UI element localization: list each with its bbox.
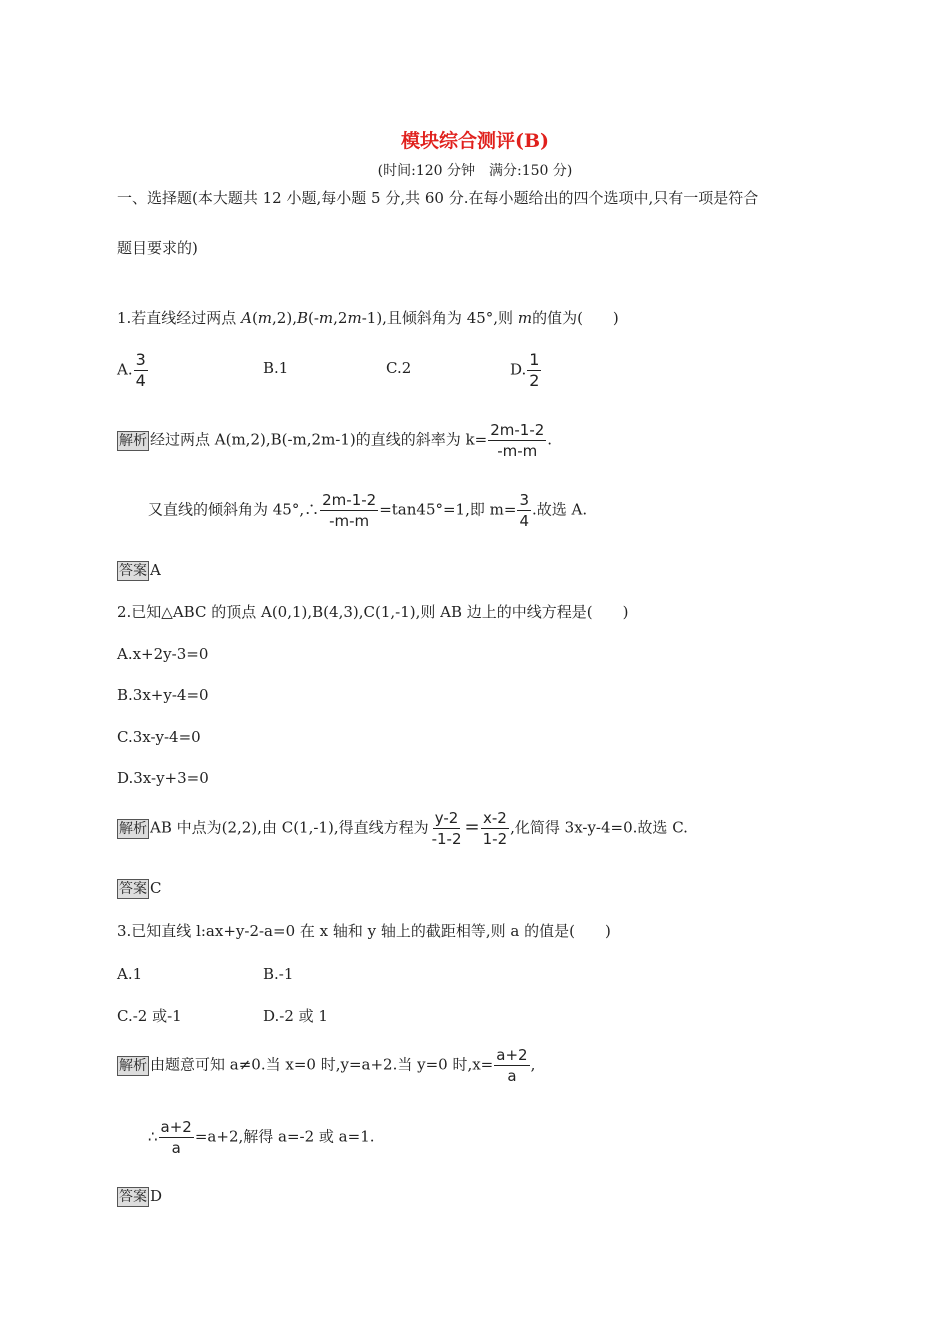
analysis-label: 解析 bbox=[119, 1057, 147, 1074]
q3-option-c: C.-2 或-1 bbox=[117, 1007, 182, 1025]
q3-stem: 3.已知直线 l:ax+y-2-a=0 在 x 轴和 y 轴上的截距相等,则 a 的值是( ) bbox=[117, 922, 611, 940]
q2-option-d: D.3x-y+3=0 bbox=[117, 769, 209, 787]
q2-stem: 2.已知△ABC 的顶点 A(0,1),B(4,3),C(1,-1),则 AB 边上的中线方程是( ) bbox=[117, 603, 629, 621]
q2-option-b: B.3x+y-4=0 bbox=[117, 686, 209, 704]
q1-option-a-denominator: 4 bbox=[135, 371, 146, 390]
page-subtitle: (时间:120 分钟 满分:150 分) bbox=[377, 163, 573, 179]
q1-stem: 1.若直线经过两点 A(m,2),B(-m,2m-1),且倾斜角为 45°,则 m的值为( ) bbox=[117, 309, 619, 327]
q1-option-d-numerator: 1 bbox=[529, 350, 540, 369]
q1-answer: 答案 A bbox=[119, 561, 161, 579]
q1-analysis-line1: 解析 经过两点 A(m,2),B(-m,2m-1)的直线的斜率为 k= $\frac{2m-1-2}{-m-m}$ . bbox=[119, 421, 553, 460]
q3-option-b: B.-1 bbox=[263, 965, 294, 983]
section-heading-line2: 题目要求的) bbox=[117, 239, 198, 257]
q1-option-b: B.1 bbox=[263, 359, 289, 377]
analysis-label: 解析 bbox=[119, 820, 147, 837]
answer-label: 答案 bbox=[119, 881, 147, 897]
q3-analysis-line2: ∴ $\frac{a+2}{a}$ =a+2,解得 a=-2 或 a=1. bbox=[148, 1118, 375, 1157]
q1-option-a: A. $\frac{3}{4}$ bbox=[117, 350, 146, 390]
answer-label: 答案 bbox=[119, 1189, 147, 1205]
q2-option-a: A.x+2y-3=0 bbox=[117, 645, 209, 663]
q3-option-d: D.-2 或 1 bbox=[263, 1007, 328, 1025]
q1-option-a-numerator: 3 bbox=[135, 350, 146, 369]
answer-label: 答案 bbox=[119, 563, 147, 579]
q3-analysis-line1: 解析 由题意可知 a≠0.当 x=0 时,y=a+2.当 y=0 时,x= $\frac{a+2}{a}$ , bbox=[119, 1046, 536, 1085]
q2-option-c: C.3x-y-4=0 bbox=[117, 728, 201, 746]
section-heading-line1: 一、选择题(本大题共 12 小题,每小题 5 分,共 60 分.在每小题给出的四个选项中,只有一项是符合 bbox=[117, 189, 759, 207]
q2-answer: 答案 C bbox=[119, 879, 162, 897]
page-title: 模块综合测评(B) bbox=[400, 130, 550, 152]
q3-option-a: A.1 bbox=[117, 965, 143, 983]
q2-analysis: 解析 AB 中点为(2,2),由 C(1,-1),得直线方程为 $\frac{y-2}{-1-2}$ = $\frac{x-2}{1-2}$ ,化简得 3x-y-4=0.故选 C. bbox=[119, 809, 688, 848]
q1-analysis-line2: 又直线的倾斜角为 45°,∴ $\frac{2m-1-2}{-m-m}$ =tan45°=1,即 m= $\frac{3}{4}$ .故选 A. bbox=[148, 491, 588, 530]
analysis-label: 解析 bbox=[119, 432, 147, 449]
q1-option-d-denominator: 2 bbox=[529, 371, 540, 390]
q3-answer: 答案 D bbox=[119, 1187, 163, 1205]
q1-option-c: C.2 bbox=[386, 359, 412, 377]
q1-option-d: D. $\frac{1}{2}$ bbox=[510, 350, 540, 390]
